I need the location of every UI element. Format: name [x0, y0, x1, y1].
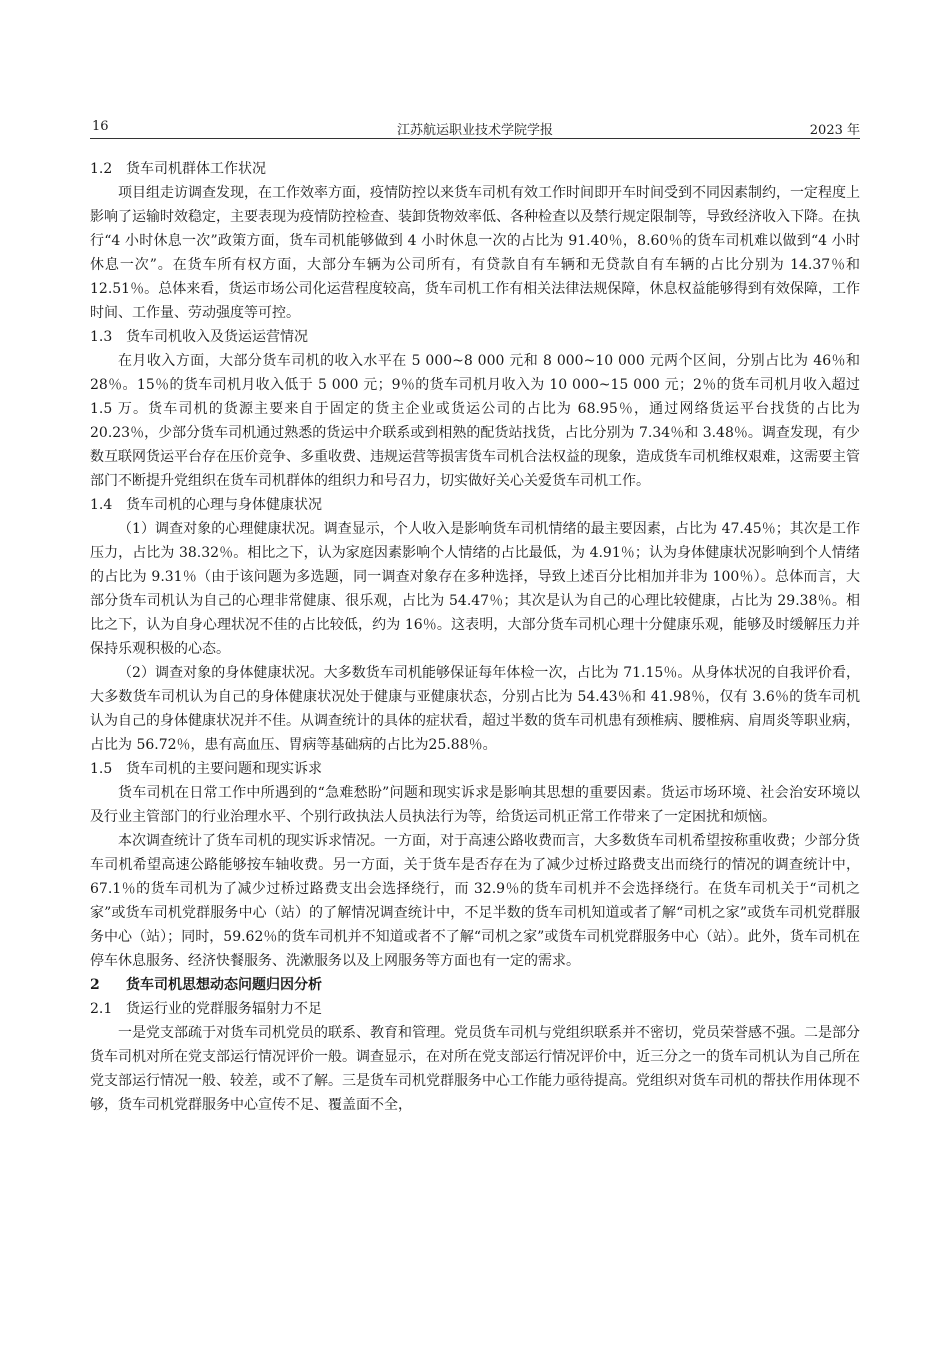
- publication-year: 2023 年: [809, 123, 860, 138]
- section-number: 2.1: [90, 1001, 113, 1017]
- running-header: [90, 116, 860, 139]
- paragraph: 一是党支部疏于对货车司机党员的联系、教育和管理。党员货车司机与党组织联系并不密切，党员荣誉感不强。二是部分货车司机对所在党支部运行情况评价一般。调查显示，在对所在党支部运行情况评价中，近三分之一的货车司机认为自己所在党支部运行情况一般、较差，或不了解。三是货车司机党群服务中心工作能力亟待提高。党组织对货车司机的帮扶作用体现不够，货车司机党群服务中心宣传不足、覆盖面不全，: [90, 1025, 860, 1113]
- section-number: 1.2: [90, 161, 113, 177]
- section-heading: [90, 157, 860, 181]
- journal-name: 江苏航运职业技术学院学报: [396, 123, 553, 138]
- section-title: 货车司机收入及货运运营情况: [126, 329, 308, 345]
- section-heading: [90, 997, 860, 1021]
- section-title: 货车司机群体工作状况: [126, 161, 266, 177]
- article-body: [90, 139, 860, 1117]
- section-number: 1.3: [90, 329, 113, 345]
- paragraph: 在月收入方面，大部分货车司机的收入水平在 5 000~8 000 元和 8 000~10 000 元两个区间，分别占比为 46％和 28％。15％的货车司机月收入低于 5 000 元；9％的货车司机月收入为 10 000~15 000 元；2％的货车司机月收入超过 1.5 万。货车司机的货源主要来自于固定的货主企业或货运公司的占比为 68.95％，通过网络货运平台找货的占比为 20.23％，少部分货车司机通过熟悉的货运中介联系或到相熟的配货站找货，占比分别为 7.34％和 3.48％。调查发现，有少数互联网货运平台存在压价竞争、多重收费、违规运营等损害货车司机合法权益的现象，造成货车司机维权艰难，这需要主管部门不断提升党组织在货车司机群体的组织力和号召力，切实做好关心关爱货车司机工作。: [90, 353, 860, 489]
- paragraph: （2）调查对象的身体健康状况。大多数货车司机能够保证每年体检一次，占比为 71.15％。从身体状况的自我评价看，大多数货车司机认为自己的身体健康状况处于健康与亚健康状态，分别占比为 54.43％和 41.98％，仅有 3.6％的货车司机认为自己的身体健康状况并不佳。从调查统计的具体的症状看，超过半数的货车司机患有颈椎病、腰椎病、肩周炎等职业病，占比为 56.72％，患有高血压、胃病等基础病的占比为25.88％。: [90, 665, 860, 753]
- section-title: 货车司机思想动态问题归因分析: [126, 977, 322, 993]
- section-heading: [90, 493, 860, 517]
- section-heading: [90, 325, 860, 349]
- section-number: 2: [90, 977, 100, 993]
- journal-page: [90, 116, 860, 1117]
- paragraph: （1）调查对象的心理健康状况。调查显示，个人收入是影响货车司机情绪的最主要因素，占比为 47.45％；其次是工作压力，占比为 38.32％。相比之下，认为家庭因素影响个人情绪的占比最低，为 4.91％；认为身体健康状况影响到个人情绪的占比为 9.31％（由于该问题为多选题，同一调查对象存在多种选择，导致上述百分比相加并非为 100％）。总体而言，大部分货车司机认为自己的心理非常健康、很乐观，占比为 54.47％；其次是认为自己的心理比较健康，占比为 29.38％。相比之下，认为自身心理状况不佳的占比较低，约为 16％。这表明，大部分货车司机心理十分健康乐观，能够及时缓解压力并保持乐观积极的心态。: [90, 521, 860, 657]
- paragraph: 本次调查统计了货车司机的现实诉求情况。一方面，对于高速公路收费而言，大多数货车司机希望按称重收费；少部分货车司机希望高速公路能够按车轴收费。另一方面，关于货车是否存在为了减少过桥过路费支出而绕行的情况的调查统计中，67.1％的货车司机为了减少过桥过路费支出会选择绕行，而 32.9％的货车司机并不会选择绕行。在货车司机关于“司机之家”或货车司机党群服务中心（站）的了解情况调查统计中，不足半数的货车司机知道或者了解“司机之家”或货车司机党群服务中心（站）；同时，59.62％的货车司机并不知道或者不了解“司机之家”或货车司机党群服务中心（站）。此外，货车司机在停车休息服务、经济快餐服务、洗漱服务以及上网服务等方面也有一定的需求。: [90, 833, 860, 969]
- section-number: 1.4: [90, 497, 113, 513]
- page-number: 16: [92, 119, 109, 134]
- paragraph: 项目组走访调查发现，在工作效率方面，疫情防控以来货车司机有效工作时间即开车时间受到不同因素制约，一定程度上影响了运输时效稳定，主要表现为疫情防控检查、装卸货物效率低、各种检查以及禁行规定限制等，导致经济收入下降。在执行“4 小时休息一次”政策方面，货车司机能够做到 4 小时休息一次的占比为 91.40％，8.60％的货车司机难以做到“4 小时休息一次”。在货车所有权方面，大部分车辆为公司所有，有贷款自有车辆和无贷款自有车辆的占比分别为 14.37％和 12.51％。总体来看，货运市场公司化运营程度较高，货车司机工作有相关法律法规保障，休息权益能够得到有效保障，工作时间、工作量、劳动强度等可控。: [90, 185, 860, 321]
- section-title: 货运行业的党群服务辐射力不足: [126, 1001, 322, 1017]
- section-title: 货车司机的心理与身体健康状况: [126, 497, 322, 513]
- paragraph: 货车司机在日常工作中所遇到的“急难愁盼”问题和现实诉求是影响其思想的重要因素。货运市场环境、社会治安环境以及行业主管部门的行业治理水平、个别行政执法人员执法行为等，给货运司机正常工作带来了一定困扰和烦恼。: [90, 785, 860, 825]
- section-heading: [90, 757, 860, 781]
- section-title: 货车司机的主要问题和现实诉求: [126, 761, 322, 777]
- section-number: 1.5: [90, 761, 113, 777]
- chapter-heading: [90, 973, 860, 997]
